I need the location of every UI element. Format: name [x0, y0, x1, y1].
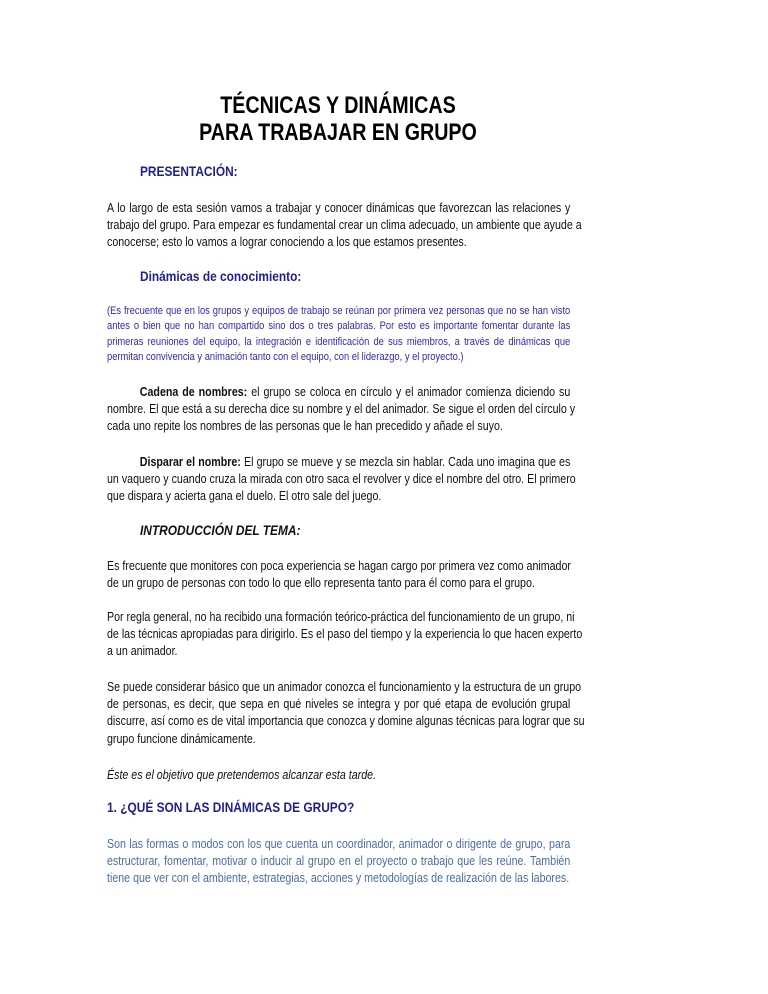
text-line [107, 453, 570, 470]
paragraph-disparar [107, 453, 672, 505]
paragraph-intro-2 [107, 608, 672, 660]
text-line: de un grupo de personas con todo lo que ello representa tanto para él como para el grupo. [107, 575, 535, 591]
text-line: a un animador. [107, 643, 178, 659]
text: el grupo se coloca en círculo y el animador comienza diciendo su [247, 384, 571, 399]
text-line [107, 383, 570, 400]
text-line: de las técnicas apropiadas para dirigirlo. Es el paso del tiempo y la experiencia lo que hacen experto [107, 626, 583, 642]
text-line: (Es frecuente que en los grupos y equipos de trabajo se reúnan por primera vez personas que no se han visto [107, 305, 571, 317]
paragraph-seccion-1 [107, 835, 672, 887]
text-line: Se puede considerar básico que un animador conozca el funcionamiento y la estructura de un grupo [107, 679, 582, 694]
text-line: Es frecuente que monitores con poca experiencia se hagan cargo por primera vez como animador [107, 558, 571, 573]
paragraph-cadena [107, 383, 672, 435]
text-line: Por regla general, no ha recibido una formación teórico-práctica del funcionamiento de un grupo, ni [107, 609, 575, 624]
text-line: conocerse; esto lo vamos a lograr conociendo a los que estamos presentes. [107, 234, 467, 250]
document-title [61, 92, 615, 146]
title-line: PARA TRABAJAR EN GRUPO [199, 119, 477, 146]
text-line: tiene que ver con el ambiente, estrategias, acciones y metodologías de realización de las labores. [107, 870, 570, 886]
text-line: discurre, así como es de vital importancia que conozca y domine algunas técnicas para lograr que su [107, 713, 585, 729]
text-line: un vaquero y cuando cruza la mirada con otro saca el revolver y dice el nombre del otro. El primero [107, 471, 576, 487]
text-line: permitan convivencia y animación tanto con el equipo, con el liderazgo, y el proyecto.) [107, 350, 464, 363]
text-line: cada uno repite los nombres de las personas que le han precedido y añade el suyo. [107, 418, 503, 434]
text-line: de personas, es decir, que sepa en qué niveles se integra y por qué etapa de evolución grupal [107, 696, 571, 712]
text-line: Éste es el objetivo que pretendemos alcanzar esta tarde. [107, 767, 377, 782]
text: El grupo se mueve y se mezcla sin hablar. Cada uno imagina que es [240, 454, 571, 469]
heading-presentacion: PRESENTACIÓN: [140, 163, 238, 179]
text-line: primeras reuniones del equipo, la integración e identificación de sus miembros, a través de dinámicas que [107, 335, 571, 348]
paragraph-intro-3 [107, 678, 672, 747]
paragraph-objetivo [107, 766, 672, 783]
heading-dinamicas: Dinámicas de conocimiento: [140, 268, 302, 284]
text-line: Son las formas o modos con los que cuenta un coordinador, animador o dirigente de grupo, para [107, 836, 571, 851]
text-line: trabajo del grupo. Para empezar es fundamental crear un clima adecuado, un ambiente que ayude a [107, 217, 582, 233]
paragraph-note [107, 304, 652, 365]
text-line: grupo funcione dinámicamente. [107, 730, 256, 746]
term-label: Cadena de nombres: [139, 384, 248, 399]
text-line: estructurar, fomentar, motivar o inducir al grupo en el proyecto o trabajo que les reúne. También [107, 853, 571, 869]
text-line: nombre. El que está a su derecha dice su nombre y el del animador. Se sigue el orden del círculo y [107, 401, 576, 417]
text-line: antes o bien que no han compartido sino dos o tres palabras. Por esto es importante fomentar durante las [107, 320, 571, 333]
heading-introduccion: INTRODUCCIÓN DEL TEMA: [140, 522, 301, 538]
title-line: TÉCNICAS Y DINÁMICAS [220, 92, 456, 119]
term-label: Disparar el nombre: [139, 454, 241, 469]
text-line: A lo largo de esta sesión vamos a trabajar y conocer dinámicas que favorezcan las relaciones y [107, 200, 571, 215]
heading-seccion-1: 1. ¿QUÉ SON LAS DINÁMICAS DE GRUPO? [107, 799, 355, 815]
text-line: que dispara y acierta gana el duelo. El otro sale del juego. [107, 488, 382, 504]
paragraph-intro-1 [107, 557, 672, 591]
paragraph-presentacion [107, 199, 672, 251]
